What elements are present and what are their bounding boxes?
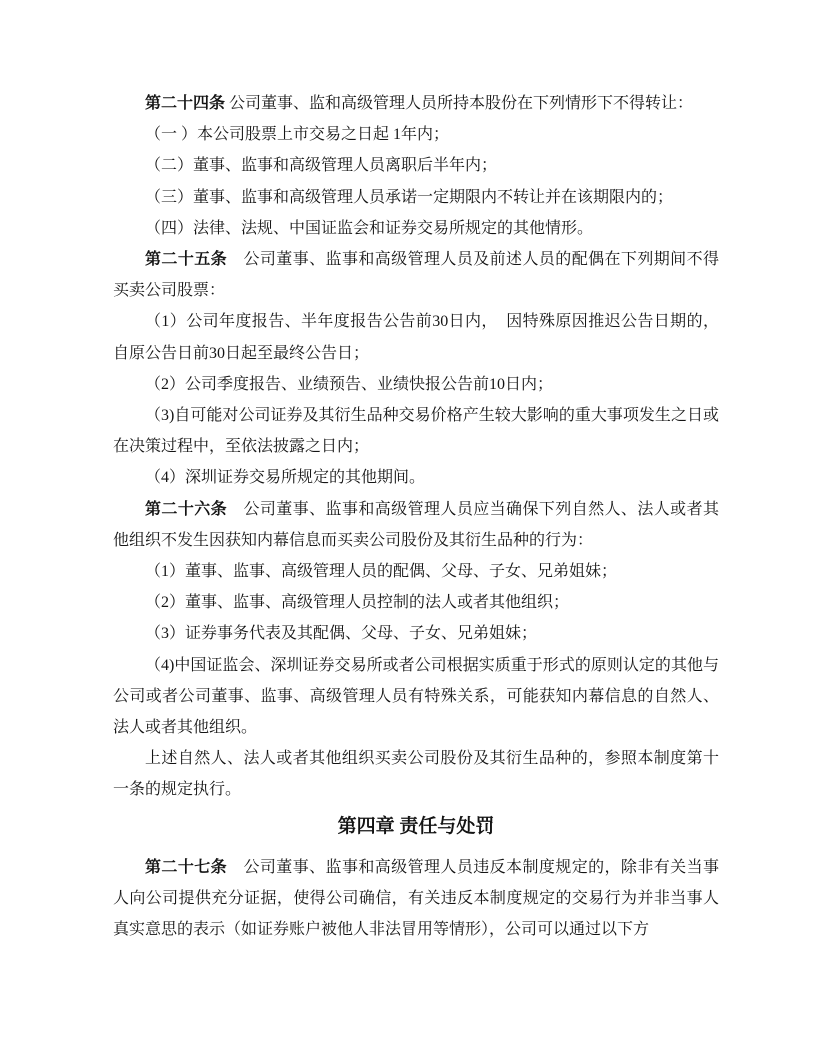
article-clause	[113, 494, 719, 556]
article-clause	[113, 244, 719, 306]
list-item: （2）公司季度报告、业绩预告、业绩快报公告前10日内；	[145, 375, 554, 393]
list-item: （3)自可能对公司证券及其衍生品种交易价格产生较大影响的重大事项发生之日或在决策过程中，至依法披露之日内；	[113, 407, 719, 456]
article-number: 第二十五条	[145, 251, 228, 269]
article-number: 第二十七条	[145, 858, 228, 876]
list-item: （四）法律、法规、中国证监会和证券交易所规定的其他情形。	[145, 219, 594, 237]
article-number: 第二十四条	[145, 95, 226, 112]
document-body	[113, 88, 719, 945]
clause-text: 公司董事、监和高级管理人员所持本股份在下列情形下不得转让：	[225, 95, 694, 112]
list-item: （1）董事、监事、高级管理人员的配偶、父母、子女、兄弟姐妹；	[145, 563, 618, 581]
article-clause	[113, 852, 719, 946]
clause-text: 公司董事、监事和高级管理人员应当确保下列自然人、法人或者其他组织不发生因获知内幕信息而买卖公司股份及其衍生品种的行为：	[113, 500, 719, 549]
paragraph: 上述自然人、法人或者其他组织买卖公司股份及其衍生品种的，参照本制度第十一条的规定执行。	[113, 750, 719, 799]
list-item: （三）董事、监事和高级管理人员承诺一定期限内不转让并在该期限内的；	[145, 188, 674, 206]
list-item: （3）证券事务代表及其配偶、父母、子女、兄弟姐妹；	[145, 625, 538, 643]
chapter-heading: 第四章 责任与处罚	[337, 815, 495, 837]
list-item: （二）董事、监事和高级管理人员离职后半年内；	[145, 157, 498, 175]
article-clause	[113, 88, 719, 119]
list-item: （2）董事、监事、高级管理人员控制的法人或者其他组织；	[145, 594, 570, 612]
list-item: （1）公司年度报告、半年度报告公告前30日内， 因特殊原因推迟公告日期的，自原公告日前30日起至最终公告日；	[113, 313, 719, 362]
article-number: 第二十六条	[145, 500, 228, 518]
list-item: （4）深圳证券交易所规定的其他期间。	[145, 469, 426, 487]
list-item: （一 ）本公司股票上市交易之日起 1年内；	[145, 126, 450, 144]
clause-text: 公司董事、监事和高级管理人员违反本制度规定的，除非有关当事人向公司提供充分证据，使得公司确信，有关违反本制度规定的交易行为并非当事人真实意思的表示（如证券账户被他人非法冒用等情形），公司可以通过以下方	[113, 858, 719, 939]
clause-text: 公司董事、监事和高级管理人员及前述人员的配偶在下列期间不得买卖公司股票：	[113, 251, 719, 300]
list-item: （4)中国证监会、深圳证券交易所或者公司根据实质重于形式的原则认定的其他与公司或者公司董事、监事、高级管理人员有特殊关系，可能获知内幕信息的自然人、法人或者其他组织。	[113, 656, 719, 737]
